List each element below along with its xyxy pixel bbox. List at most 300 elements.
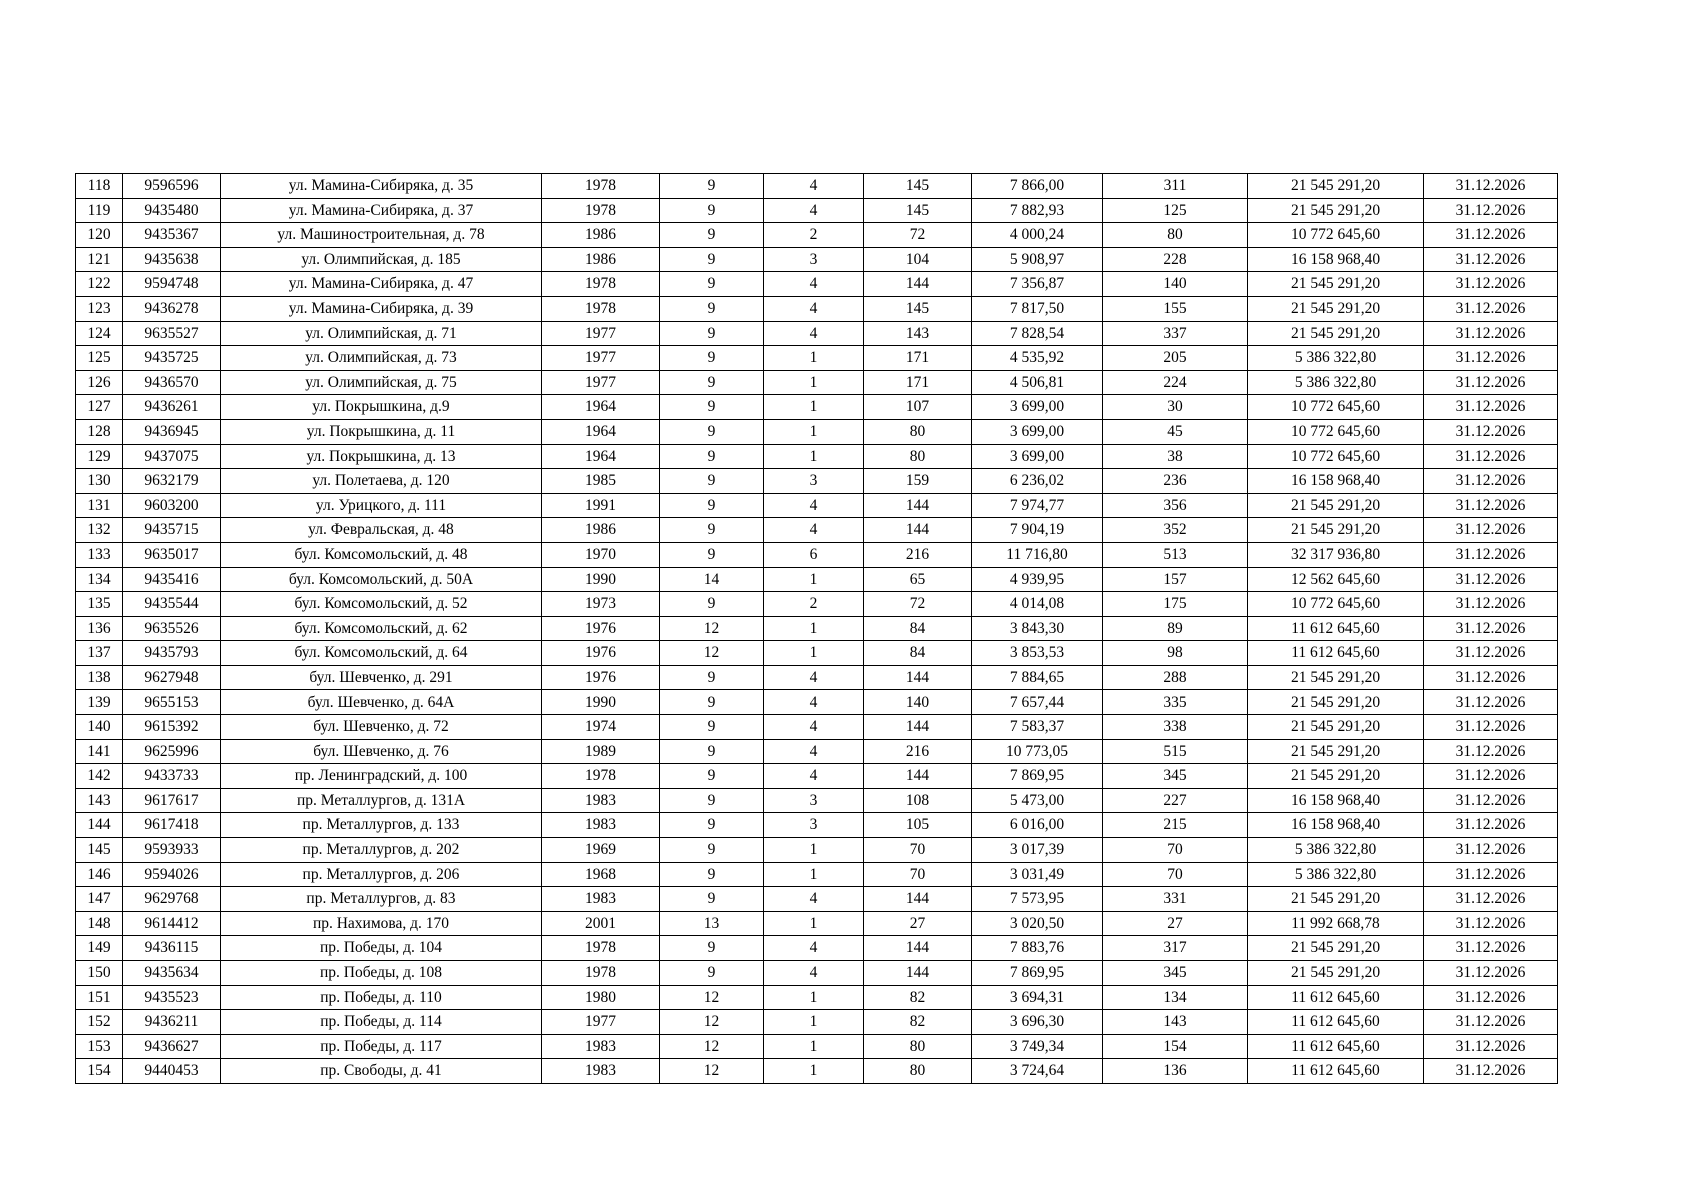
apartments-cell: 80 (864, 1034, 972, 1059)
apartments-cell: 104 (864, 247, 972, 272)
residents-cell: 125 (1103, 198, 1248, 223)
code-cell: 9625996 (123, 739, 221, 764)
apartments-cell: 80 (864, 444, 972, 469)
table-body (76, 174, 1558, 1084)
area-cell: 5 473,00 (972, 788, 1103, 813)
residents-cell: 345 (1103, 764, 1248, 789)
apartments-cell: 72 (864, 592, 972, 617)
table-row (76, 493, 1558, 518)
entrances-cell: 3 (764, 469, 864, 494)
year-cell: 1978 (542, 198, 660, 223)
entrances-cell: 4 (764, 665, 864, 690)
table-row (76, 346, 1558, 371)
address-cell: ул. Мамина-Сибиряка, д. 35 (221, 174, 542, 199)
floors-cell: 9 (660, 198, 764, 223)
residents-cell: 331 (1103, 887, 1248, 912)
amount-cell: 5 386 322,80 (1248, 862, 1424, 887)
table-row (76, 518, 1558, 543)
row-number-cell: 153 (76, 1034, 123, 1059)
residents-cell: 338 (1103, 715, 1248, 740)
residents-cell: 154 (1103, 1034, 1248, 1059)
apartments-cell: 84 (864, 616, 972, 641)
area-cell: 3 694,31 (972, 985, 1103, 1010)
date-cell: 31.12.2026 (1424, 272, 1558, 297)
amount-cell: 21 545 291,20 (1248, 493, 1424, 518)
amount-cell: 5 386 322,80 (1248, 838, 1424, 863)
code-cell: 9440453 (123, 1059, 221, 1084)
address-cell: ул. Мамина-Сибиряка, д. 37 (221, 198, 542, 223)
apartments-cell: 144 (864, 272, 972, 297)
area-cell: 3 749,34 (972, 1034, 1103, 1059)
data-table (75, 173, 1558, 1084)
apartments-cell: 159 (864, 469, 972, 494)
address-cell: ул. Урицкого, д. 111 (221, 493, 542, 518)
apartments-cell: 144 (864, 518, 972, 543)
residents-cell: 224 (1103, 370, 1248, 395)
area-cell: 4 506,81 (972, 370, 1103, 395)
apartments-cell: 65 (864, 567, 972, 592)
table-row (76, 739, 1558, 764)
table-row (76, 616, 1558, 641)
code-cell: 9617418 (123, 813, 221, 838)
entrances-cell: 1 (764, 985, 864, 1010)
apartments-cell: 144 (864, 715, 972, 740)
year-cell: 1978 (542, 272, 660, 297)
address-cell: бул. Комсомольский, д. 52 (221, 592, 542, 617)
address-cell: бул. Комсомольский, д. 62 (221, 616, 542, 641)
residents-cell: 143 (1103, 1010, 1248, 1035)
address-cell: пр. Победы, д. 117 (221, 1034, 542, 1059)
apartments-cell: 144 (864, 887, 972, 912)
date-cell: 31.12.2026 (1424, 370, 1558, 395)
amount-cell: 21 545 291,20 (1248, 764, 1424, 789)
apartments-cell: 105 (864, 813, 972, 838)
row-number-cell: 154 (76, 1059, 123, 1084)
address-cell: пр. Ленинградский, д. 100 (221, 764, 542, 789)
code-cell: 9593933 (123, 838, 221, 863)
entrances-cell: 4 (764, 174, 864, 199)
entrances-cell: 1 (764, 370, 864, 395)
apartments-cell: 70 (864, 862, 972, 887)
entrances-cell: 1 (764, 1059, 864, 1084)
code-cell: 9435416 (123, 567, 221, 592)
code-cell: 9615392 (123, 715, 221, 740)
area-cell: 7 583,37 (972, 715, 1103, 740)
apartments-cell: 72 (864, 223, 972, 248)
year-cell: 1983 (542, 887, 660, 912)
apartments-cell: 171 (864, 370, 972, 395)
amount-cell: 21 545 291,20 (1248, 296, 1424, 321)
floors-cell: 9 (660, 813, 764, 838)
row-number-cell: 126 (76, 370, 123, 395)
code-cell: 9435638 (123, 247, 221, 272)
entrances-cell: 3 (764, 247, 864, 272)
amount-cell: 10 772 645,60 (1248, 395, 1424, 420)
row-number-cell: 121 (76, 247, 123, 272)
entrances-cell: 1 (764, 911, 864, 936)
area-cell: 7 869,95 (972, 764, 1103, 789)
apartments-cell: 144 (864, 764, 972, 789)
code-cell: 9632179 (123, 469, 221, 494)
area-cell: 5 908,97 (972, 247, 1103, 272)
area-cell: 4 939,95 (972, 567, 1103, 592)
floors-cell: 9 (660, 764, 764, 789)
floors-cell: 9 (660, 542, 764, 567)
area-cell: 7 866,00 (972, 174, 1103, 199)
date-cell: 31.12.2026 (1424, 1059, 1558, 1084)
amount-cell: 16 158 968,40 (1248, 247, 1424, 272)
row-number-cell: 132 (76, 518, 123, 543)
floors-cell: 9 (660, 272, 764, 297)
code-cell: 9614412 (123, 911, 221, 936)
date-cell: 31.12.2026 (1424, 1010, 1558, 1035)
address-cell: пр. Металлургов, д. 206 (221, 862, 542, 887)
code-cell: 9627948 (123, 665, 221, 690)
entrances-cell: 4 (764, 936, 864, 961)
entrances-cell: 3 (764, 813, 864, 838)
date-cell: 31.12.2026 (1424, 936, 1558, 961)
address-cell: бул. Комсомольский, д. 50А (221, 567, 542, 592)
floors-cell: 9 (660, 469, 764, 494)
code-cell: 9435793 (123, 641, 221, 666)
year-cell: 1978 (542, 936, 660, 961)
entrances-cell: 1 (764, 641, 864, 666)
address-cell: пр. Нахимова, д. 170 (221, 911, 542, 936)
year-cell: 1990 (542, 567, 660, 592)
table-row (76, 665, 1558, 690)
address-cell: пр. Победы, д. 110 (221, 985, 542, 1010)
year-cell: 1977 (542, 321, 660, 346)
code-cell: 9596596 (123, 174, 221, 199)
code-cell: 9435367 (123, 223, 221, 248)
year-cell: 1986 (542, 223, 660, 248)
floors-cell: 9 (660, 739, 764, 764)
row-number-cell: 133 (76, 542, 123, 567)
address-cell: ул. Покрышкина, д. 11 (221, 419, 542, 444)
year-cell: 1964 (542, 419, 660, 444)
floors-cell: 9 (660, 690, 764, 715)
floors-cell: 9 (660, 321, 764, 346)
address-cell: ул. Мамина-Сибиряка, д. 39 (221, 296, 542, 321)
floors-cell: 9 (660, 296, 764, 321)
row-number-cell: 118 (76, 174, 123, 199)
row-number-cell: 144 (76, 813, 123, 838)
code-cell: 9435480 (123, 198, 221, 223)
table-row (76, 1059, 1558, 1084)
year-cell: 1986 (542, 247, 660, 272)
entrances-cell: 4 (764, 887, 864, 912)
date-cell: 31.12.2026 (1424, 641, 1558, 666)
date-cell: 31.12.2026 (1424, 395, 1558, 420)
floors-cell: 9 (660, 715, 764, 740)
date-cell: 31.12.2026 (1424, 346, 1558, 371)
code-cell: 9436115 (123, 936, 221, 961)
apartments-cell: 144 (864, 493, 972, 518)
table-row (76, 174, 1558, 199)
row-number-cell: 129 (76, 444, 123, 469)
code-cell: 9435634 (123, 961, 221, 986)
table-row (76, 911, 1558, 936)
amount-cell: 21 545 291,20 (1248, 690, 1424, 715)
amount-cell: 16 158 968,40 (1248, 813, 1424, 838)
address-cell: ул. Полетаева, д. 120 (221, 469, 542, 494)
row-number-cell: 138 (76, 665, 123, 690)
row-number-cell: 137 (76, 641, 123, 666)
table-row (76, 961, 1558, 986)
apartments-cell: 82 (864, 985, 972, 1010)
entrances-cell: 4 (764, 518, 864, 543)
row-number-cell: 142 (76, 764, 123, 789)
table-row (76, 223, 1558, 248)
row-number-cell: 134 (76, 567, 123, 592)
floors-cell: 12 (660, 1010, 764, 1035)
residents-cell: 70 (1103, 838, 1248, 863)
table-row (76, 247, 1558, 272)
table-row (76, 469, 1558, 494)
table-row (76, 641, 1558, 666)
area-cell: 7 884,65 (972, 665, 1103, 690)
code-cell: 9617617 (123, 788, 221, 813)
row-number-cell: 136 (76, 616, 123, 641)
entrances-cell: 4 (764, 715, 864, 740)
address-cell: ул. Олимпийская, д. 75 (221, 370, 542, 395)
table-row (76, 985, 1558, 1010)
residents-cell: 215 (1103, 813, 1248, 838)
address-cell: ул. Машиностроительная, д. 78 (221, 223, 542, 248)
apartments-cell: 171 (864, 346, 972, 371)
apartments-cell: 140 (864, 690, 972, 715)
entrances-cell: 4 (764, 690, 864, 715)
apartments-cell: 144 (864, 665, 972, 690)
area-cell: 7 869,95 (972, 961, 1103, 986)
amount-cell: 21 545 291,20 (1248, 936, 1424, 961)
amount-cell: 10 772 645,60 (1248, 592, 1424, 617)
year-cell: 1983 (542, 1034, 660, 1059)
row-number-cell: 146 (76, 862, 123, 887)
area-cell: 3 017,39 (972, 838, 1103, 863)
floors-cell: 9 (660, 961, 764, 986)
residents-cell: 288 (1103, 665, 1248, 690)
year-cell: 2001 (542, 911, 660, 936)
amount-cell: 10 772 645,60 (1248, 444, 1424, 469)
floors-cell: 9 (660, 518, 764, 543)
address-cell: ул. Олимпийская, д. 71 (221, 321, 542, 346)
year-cell: 1985 (542, 469, 660, 494)
year-cell: 1970 (542, 542, 660, 567)
address-cell: бул. Комсомольский, д. 64 (221, 641, 542, 666)
area-cell: 7 657,44 (972, 690, 1103, 715)
area-cell: 3 020,50 (972, 911, 1103, 936)
date-cell: 31.12.2026 (1424, 838, 1558, 863)
floors-cell: 9 (660, 936, 764, 961)
floors-cell: 9 (660, 887, 764, 912)
date-cell: 31.12.2026 (1424, 1034, 1558, 1059)
amount-cell: 21 545 291,20 (1248, 961, 1424, 986)
year-cell: 1978 (542, 961, 660, 986)
residents-cell: 352 (1103, 518, 1248, 543)
amount-cell: 10 772 645,60 (1248, 419, 1424, 444)
area-cell: 4 000,24 (972, 223, 1103, 248)
amount-cell: 21 545 291,20 (1248, 198, 1424, 223)
residents-cell: 311 (1103, 174, 1248, 199)
residents-cell: 227 (1103, 788, 1248, 813)
address-cell: пр. Металлургов, д. 131А (221, 788, 542, 813)
year-cell: 1964 (542, 395, 660, 420)
code-cell: 9629768 (123, 887, 221, 912)
row-number-cell: 139 (76, 690, 123, 715)
table-row (76, 887, 1558, 912)
row-number-cell: 148 (76, 911, 123, 936)
entrances-cell: 2 (764, 223, 864, 248)
address-cell: пр. Победы, д. 114 (221, 1010, 542, 1035)
residents-cell: 356 (1103, 493, 1248, 518)
row-number-cell: 125 (76, 346, 123, 371)
address-cell: бул. Шевченко, д. 72 (221, 715, 542, 740)
address-cell: пр. Металлургов, д. 133 (221, 813, 542, 838)
row-number-cell: 150 (76, 961, 123, 986)
apartments-cell: 145 (864, 198, 972, 223)
code-cell: 9655153 (123, 690, 221, 715)
residents-cell: 157 (1103, 567, 1248, 592)
row-number-cell: 152 (76, 1010, 123, 1035)
code-cell: 9436278 (123, 296, 221, 321)
apartments-cell: 80 (864, 1059, 972, 1084)
floors-cell: 9 (660, 395, 764, 420)
year-cell: 1978 (542, 296, 660, 321)
area-cell: 3 699,00 (972, 395, 1103, 420)
apartments-cell: 143 (864, 321, 972, 346)
address-cell: ул. Мамина-Сибиряка, д. 47 (221, 272, 542, 297)
area-cell: 10 773,05 (972, 739, 1103, 764)
row-number-cell: 122 (76, 272, 123, 297)
row-number-cell: 149 (76, 936, 123, 961)
entrances-cell: 4 (764, 321, 864, 346)
table-row (76, 813, 1558, 838)
date-cell: 31.12.2026 (1424, 788, 1558, 813)
residents-cell: 98 (1103, 641, 1248, 666)
entrances-cell: 3 (764, 788, 864, 813)
date-cell: 31.12.2026 (1424, 567, 1558, 592)
date-cell: 31.12.2026 (1424, 911, 1558, 936)
area-cell: 7 904,19 (972, 518, 1103, 543)
entrances-cell: 1 (764, 346, 864, 371)
amount-cell: 21 545 291,20 (1248, 272, 1424, 297)
apartments-cell: 70 (864, 838, 972, 863)
amount-cell: 10 772 645,60 (1248, 223, 1424, 248)
year-cell: 1989 (542, 739, 660, 764)
amount-cell: 12 562 645,60 (1248, 567, 1424, 592)
residents-cell: 80 (1103, 223, 1248, 248)
residents-cell: 70 (1103, 862, 1248, 887)
residents-cell: 228 (1103, 247, 1248, 272)
area-cell: 3 853,53 (972, 641, 1103, 666)
year-cell: 1977 (542, 346, 660, 371)
floors-cell: 9 (660, 592, 764, 617)
amount-cell: 21 545 291,20 (1248, 887, 1424, 912)
year-cell: 1976 (542, 641, 660, 666)
amount-cell: 11 612 645,60 (1248, 641, 1424, 666)
area-cell: 7 356,87 (972, 272, 1103, 297)
date-cell: 31.12.2026 (1424, 223, 1558, 248)
entrances-cell: 2 (764, 592, 864, 617)
code-cell: 9436570 (123, 370, 221, 395)
entrances-cell: 1 (764, 419, 864, 444)
code-cell: 9635526 (123, 616, 221, 641)
residents-cell: 45 (1103, 419, 1248, 444)
address-cell: ул. Олимпийская, д. 185 (221, 247, 542, 272)
amount-cell: 32 317 936,80 (1248, 542, 1424, 567)
entrances-cell: 4 (764, 764, 864, 789)
code-cell: 9433733 (123, 764, 221, 789)
code-cell: 9603200 (123, 493, 221, 518)
entrances-cell: 4 (764, 198, 864, 223)
date-cell: 31.12.2026 (1424, 690, 1558, 715)
apartments-cell: 216 (864, 739, 972, 764)
table-row (76, 936, 1558, 961)
apartments-cell: 84 (864, 641, 972, 666)
entrances-cell: 1 (764, 616, 864, 641)
floors-cell: 12 (660, 1059, 764, 1084)
date-cell: 31.12.2026 (1424, 321, 1558, 346)
code-cell: 9437075 (123, 444, 221, 469)
date-cell: 31.12.2026 (1424, 592, 1558, 617)
amount-cell: 11 992 668,78 (1248, 911, 1424, 936)
table-row (76, 1034, 1558, 1059)
code-cell: 9435725 (123, 346, 221, 371)
date-cell: 31.12.2026 (1424, 961, 1558, 986)
date-cell: 31.12.2026 (1424, 813, 1558, 838)
apartments-cell: 107 (864, 395, 972, 420)
area-cell: 7 828,54 (972, 321, 1103, 346)
year-cell: 1983 (542, 788, 660, 813)
date-cell: 31.12.2026 (1424, 174, 1558, 199)
address-cell: пр. Победы, д. 108 (221, 961, 542, 986)
row-number-cell: 143 (76, 788, 123, 813)
year-cell: 1977 (542, 370, 660, 395)
entrances-cell: 4 (764, 739, 864, 764)
year-cell: 1983 (542, 813, 660, 838)
address-cell: пр. Металлургов, д. 83 (221, 887, 542, 912)
area-cell: 3 699,00 (972, 444, 1103, 469)
residents-cell: 155 (1103, 296, 1248, 321)
area-cell: 11 716,80 (972, 542, 1103, 567)
row-number-cell: 147 (76, 887, 123, 912)
amount-cell: 21 545 291,20 (1248, 321, 1424, 346)
apartments-cell: 144 (864, 961, 972, 986)
year-cell: 1977 (542, 1010, 660, 1035)
entrances-cell: 1 (764, 567, 864, 592)
code-cell: 9635527 (123, 321, 221, 346)
row-number-cell: 135 (76, 592, 123, 617)
date-cell: 31.12.2026 (1424, 862, 1558, 887)
apartments-cell: 145 (864, 174, 972, 199)
year-cell: 1973 (542, 592, 660, 617)
area-cell: 3 696,30 (972, 1010, 1103, 1035)
row-number-cell: 123 (76, 296, 123, 321)
address-cell: ул. Февральская, д. 48 (221, 518, 542, 543)
residents-cell: 205 (1103, 346, 1248, 371)
residents-cell: 30 (1103, 395, 1248, 420)
table-row (76, 592, 1558, 617)
floors-cell: 9 (660, 247, 764, 272)
residents-cell: 136 (1103, 1059, 1248, 1084)
date-cell: 31.12.2026 (1424, 665, 1558, 690)
floors-cell: 9 (660, 174, 764, 199)
date-cell: 31.12.2026 (1424, 518, 1558, 543)
apartments-cell: 27 (864, 911, 972, 936)
table-row (76, 272, 1558, 297)
amount-cell: 5 386 322,80 (1248, 346, 1424, 371)
